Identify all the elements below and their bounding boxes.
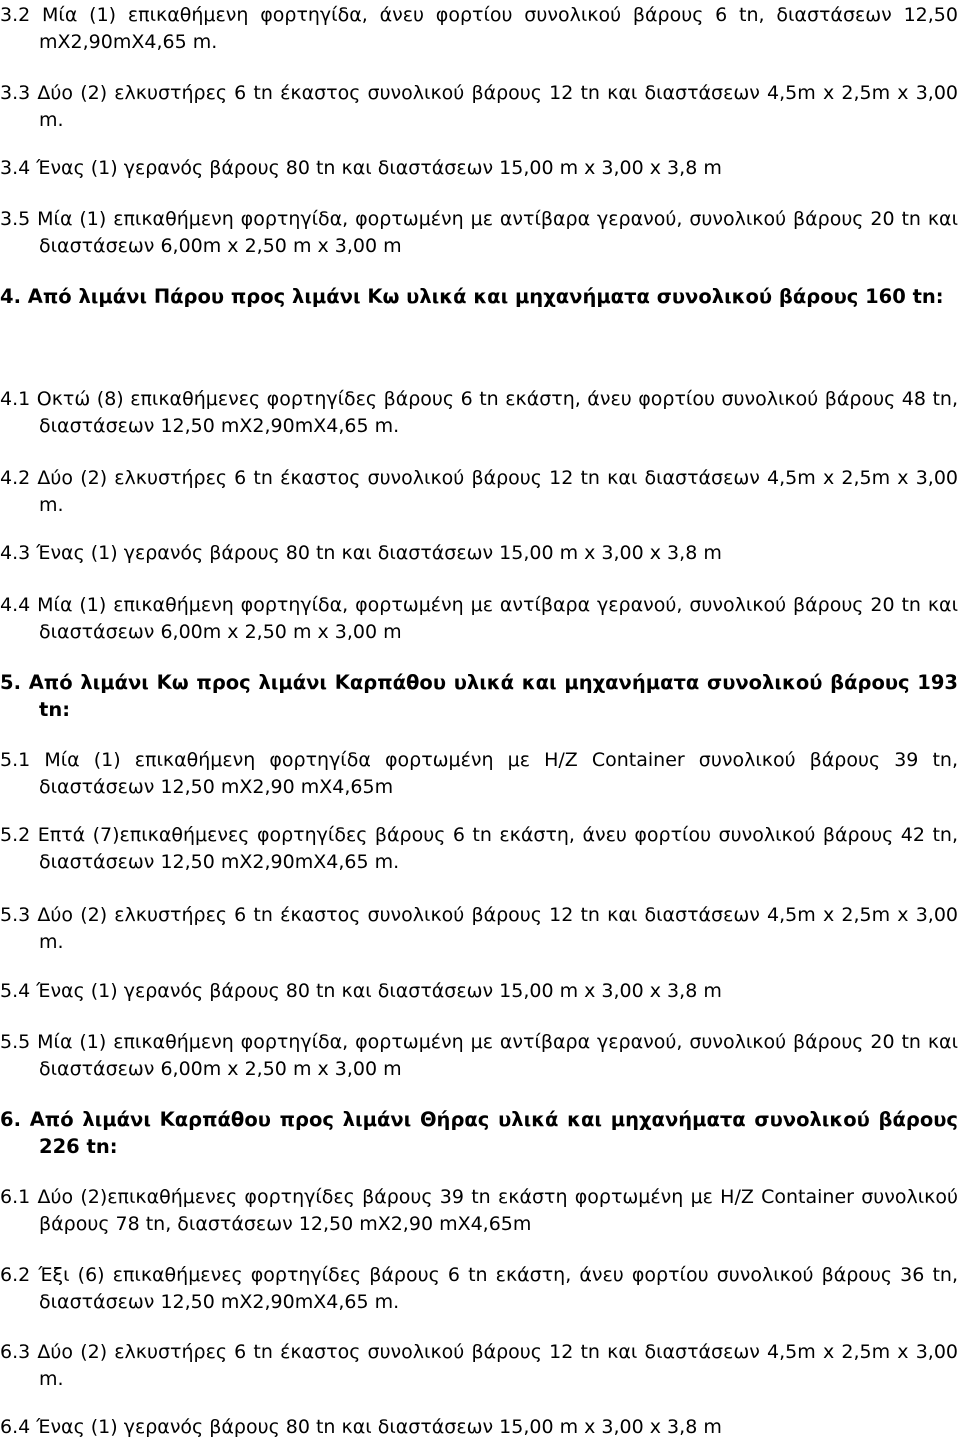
item-text: Δύο (2) ελκυστήρες 6 tn έκαστος συνολικού βάρους 12 tn και διαστάσεων 4,5m x 2,5m x 3,00 m. — [37, 904, 958, 953]
section-heading-6: 6. Από λιμάνι Καρπάθου προς λιμάνι Θήρας υλικά και μηχανήματα συνολικού βάρους 226 tn: — [0, 1108, 958, 1158]
item-text: Μία (1) επικαθήμενη φορτηγίδα, φορτωμένη με αντίβαρα γερανού, συνολικού βάρους 20 tn και διαστάσεων 6,00m x 2,50 m x 3,00 m — [37, 594, 959, 643]
list-item-6-4 — [0, 1414, 958, 1441]
item-text: Ένας (1) γερανός βάρους 80 tn και διαστάσεων 15,00 m x 3,00 x 3,8 m — [36, 1416, 722, 1438]
item-number: 3.2 — [0, 4, 31, 26]
list-item-6-1 — [0, 1184, 958, 1237]
list-item-4-3 — [0, 540, 958, 567]
list-item-4-1 — [0, 386, 958, 439]
item-text: Δύο (2) ελκυστήρες 6 tn έκαστος συνολικού βάρους 12 tn και διαστάσεων 4,5m x 2,5m x 3,00 m. — [37, 467, 958, 516]
item-number: 3.5 — [0, 208, 31, 230]
item-number: 6.2 — [0, 1264, 31, 1286]
item-number: 6.4 — [0, 1416, 31, 1438]
item-number: 3.3 — [0, 82, 31, 104]
item-text: Επτά (7)επικαθήμενες φορτηγίδες βάρους 6 tn εκάστη, άνευ φορτίου συνολικού βάρους 42 tn, διαστάσεων 12,50 mX2,90mX4,65 m. — [37, 824, 958, 873]
item-text: Οκτώ (8) επικαθήμενες φορτηγίδες βάρους 6 tn εκάστη, άνευ φορτίου συνολικού βάρους 48 tn, διαστάσεων 12,50 mX2,90mX4,65 m. — [36, 388, 958, 437]
item-text: Μία (1) επικαθήμενη φορτηγίδα φορτωμένη με H/Z Container συνολικού βάρους 39 tn, διαστάσεων 12,50 mX2,90 mX4,65m — [39, 749, 959, 798]
item-number: 4.1 — [0, 388, 31, 410]
item-number: 3.4 — [0, 157, 31, 179]
section-heading-5: 5. Από λιμάνι Κω προς λιμάνι Καρπάθου υλικά και μηχανήματα συνολικού βάρους 193 tn: — [0, 671, 958, 721]
item-number: 4.4 — [0, 594, 31, 616]
list-item-3-5 — [0, 206, 958, 259]
item-number: 6.1 — [0, 1186, 31, 1208]
item-text: Μία (1) επικαθήμενη φορτηγίδα, φορτωμένη με αντίβαρα γερανού, συνολικού βάρους 20 tn και διαστάσεων 6,00m x 2,50 m x 3,00 m — [37, 208, 959, 257]
item-text: Μία (1) επικαθήμενη φορτηγίδα, άνευ φορτίου συνολικού βάρους 6 tn, διαστάσεων 12,50 mX2,90mX4,65 m. — [39, 4, 958, 53]
list-item-4-4 — [0, 592, 958, 645]
item-text: Ένας (1) γερανός βάρους 80 tn και διαστάσεων 15,00 m x 3,00 x 3,8 m — [36, 980, 722, 1002]
list-item-6-3 — [0, 1339, 958, 1392]
list-item-4-2 — [0, 465, 958, 518]
item-number: 5.1 — [0, 749, 31, 771]
section-heading-4: 4. Από λιμάνι Πάρου προς λιμάνι Κω υλικά και μηχανήματα συνολικού βάρους 160 tn: — [0, 285, 944, 308]
item-number: 5.3 — [0, 904, 31, 926]
list-item-3-2 — [0, 2, 958, 55]
item-text: Μία (1) επικαθήμενη φορτηγίδα, φορτωμένη με αντίβαρα γερανού, συνολικού βάρους 20 tn και διαστάσεων 6,00m x 2,50 m x 3,00 m — [37, 1031, 959, 1080]
list-item-3-4 — [0, 155, 958, 182]
item-text: Δύο (2)επικαθήμενες φορτηγίδες βάρους 39 tn εκάστη φορτωμένη με H/Z Container συνολικού βάρους 78 tn, διαστάσεων 12,50 mX2,90 mX4,65m — [37, 1186, 958, 1235]
list-item-5-3 — [0, 902, 958, 955]
item-text: Ένας (1) γερανός βάρους 80 tn και διαστάσεων 15,00 m x 3,00 x 3,8 m — [36, 157, 722, 179]
item-text: Δύο (2) ελκυστήρες 6 tn έκαστος συνολικού βάρους 12 tn και διαστάσεων 4,5m x 2,5m x 3,00 m. — [37, 1341, 958, 1390]
item-number: 4.3 — [0, 542, 31, 564]
item-text: Έξι (6) επικαθήμενες φορτηγίδες βάρους 6 tn εκάστη, άνευ φορτίου συνολικού βάρους 36 tn, διαστάσεων 12,50 mX2,90mX4,65 m. — [38, 1264, 958, 1313]
list-item-6-2 — [0, 1262, 958, 1315]
list-item-5-2 — [0, 822, 958, 875]
item-number: 6.3 — [0, 1341, 31, 1363]
item-text: Δύο (2) ελκυστήρες 6 tn έκαστος συνολικού βάρους 12 tn και διαστάσεων 4,5m x 2,5m x 3,00 m. — [37, 82, 958, 131]
item-number: 5.2 — [0, 824, 31, 846]
list-item-3-3 — [0, 80, 958, 133]
list-item-5-4 — [0, 978, 958, 1005]
item-number: 5.5 — [0, 1031, 31, 1053]
item-number: 5.4 — [0, 980, 31, 1002]
item-number: 4.2 — [0, 467, 31, 489]
list-item-5-5 — [0, 1029, 958, 1082]
list-item-5-1 — [0, 747, 958, 800]
item-text: Ένας (1) γερανός βάρους 80 tn και διαστάσεων 15,00 m x 3,00 x 3,8 m — [36, 542, 722, 564]
